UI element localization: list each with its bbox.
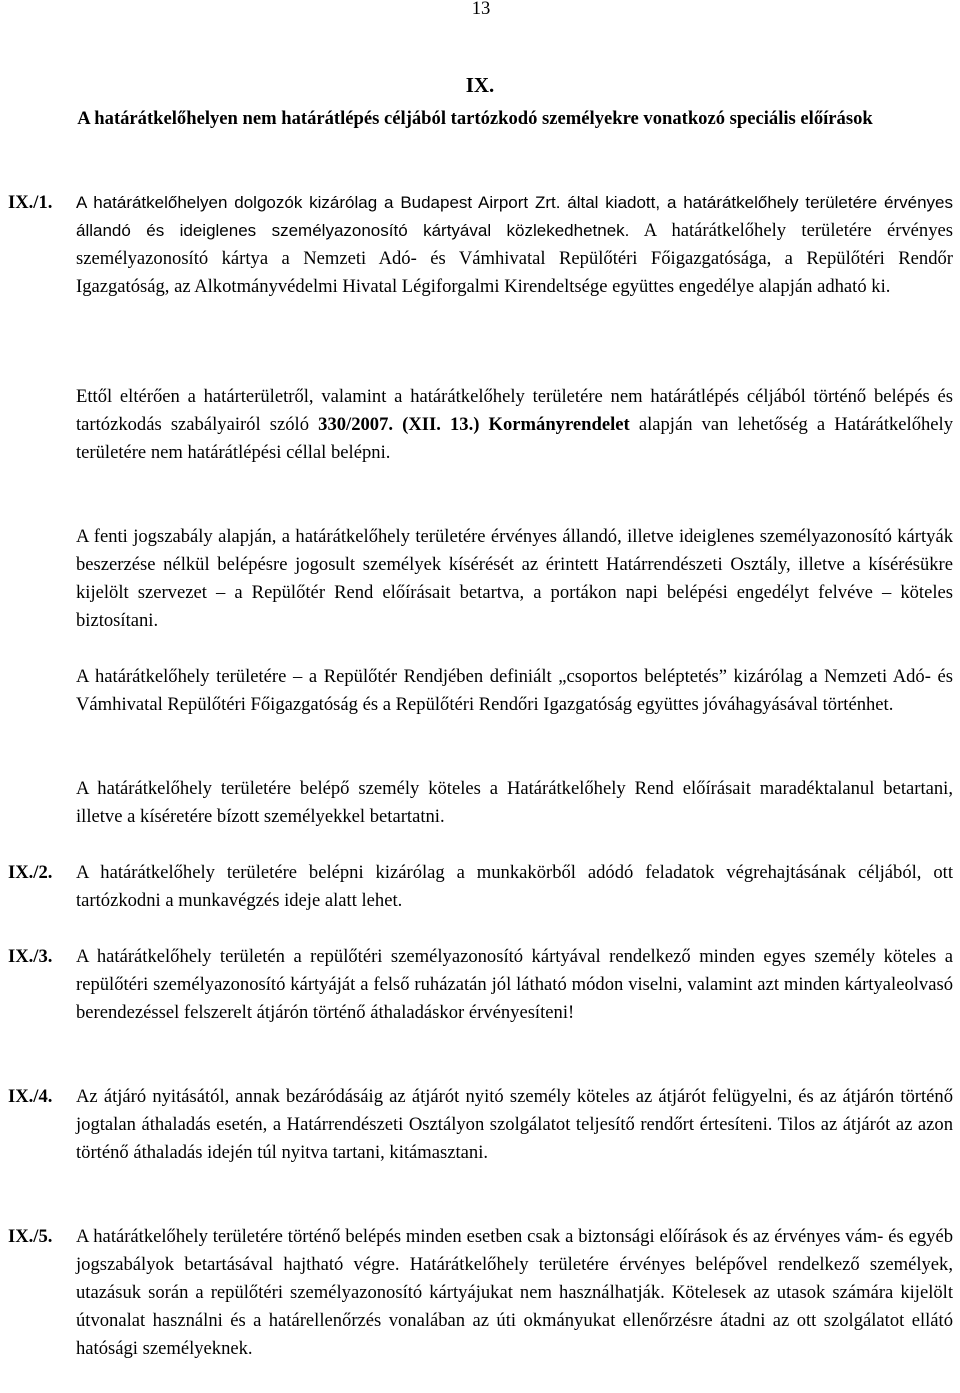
section-number-2: IX./2. [8, 862, 53, 883]
section-1-block-2 [76, 383, 953, 467]
section-1-paragraph-5: A határátkelőhely területére belépő személy köteles a Határátkelőhely Rend előírásait maradéktalanul betartani, illetve a kíséretére bízott személyekkel betartatni. [76, 778, 953, 827]
section-number-1: IX./1. [8, 192, 53, 213]
section-1-text-2: A határátkelőhely területére érvényes személyazonosító kártya a Nemzeti Adó- és Vámhivatal Repülőtéri Főigazgatósága, a Repülőtéri Rendőr Igazgatóság, az Alkotmányvédelmi Hivatal Légiforgalmi Kirendeltsége együttes engedélye alapján adható ki. [76, 220, 954, 297]
section-1-block [76, 189, 953, 301]
section-1-text-1: A határátkelőhelyen dolgozók kizárólag a Budapest Airport Zrt. által kiadott, a határátkelőhely területére érvényes állandó és ideiglenes személyazonosító kártyával közlekedhetnek. [76, 193, 953, 240]
section-number-4: IX./4. [8, 1086, 53, 1107]
section-1-paragraph-1 [76, 189, 953, 301]
section-4-text: Az átjáró nyitásától, annak bezáródásáig az átjárót nyitó személy köteles az átjárót felügyelni, és az átjárón történő jogtalan áthaladás esetén, a Határrendészeti Osztályon szolgálatot teljesítő rendőrt értesíteni. Tilos az átjárót az azon történő áthaladás idején túl nyitva tartani, kitámasztani. [76, 1086, 953, 1163]
section-1-text-4: alapján van lehetőség a Határátkelőhely területére nem határátlépési céllal belépni. [76, 414, 954, 463]
section-2-block [76, 859, 953, 915]
section-1-text-3: Ettől eltérően a határterületről, valamint a határátkelőhely területére nem határátlépés céljából történő belépés és tartózkodás szabályairól szóló [76, 386, 953, 435]
section-number-3: IX./3. [8, 946, 53, 967]
section-2-text: A határátkelőhely területére belépni kizárólag a munkakörből adódó feladatok végrehajtásának céljából, ott tartózkodni a munkavégzés ideje alatt lehet. [76, 862, 953, 911]
section-1-block-5 [76, 775, 953, 831]
section-3-block [76, 943, 953, 1027]
section-5-text: A határátkelőhely területére történő belépés minden esetben csak a biztonsági előírások és az érvényes vám- és egyéb jogszabályok betartásával hajtható végre. Határátkelőhely területére érvényes belépővel rendelkező személyek, utazásuk során a repülőtéri személyazonosító kártyájukat nem használhatják. Kötelesek az utasok számára kijelölt útvonalat használni és a határellenőrzés vonalában az úti okmányukat ellenőrzésre átadni az ott szolgálatot ellátó hatósági személyeknek. [76, 1226, 953, 1359]
section-1-block-3 [76, 523, 953, 635]
section-number-5: IX./5. [8, 1226, 53, 1247]
section-1-block-4 [76, 663, 953, 719]
section-4-block [76, 1083, 953, 1167]
page-number: 13 [471, 0, 491, 19]
section-1-paragraph-2 [76, 383, 953, 467]
section-1-decree-ref: 330/2007. (XII. 13.) Kormányrendelet [318, 414, 630, 435]
section-3-text: A határátkelőhely területén a repülőtéri személyazonosító kártyával rendelkező minden egyes személy köteles a repülőtéri személyazonosító kártyáját a felső ruházatán jól látható módon viselni, valamint azt minden kártyaleolvasó berendezéssel felszerelt átjárón történő áthaladáskor érvényesíteni! [76, 946, 953, 1023]
section-5-block [76, 1223, 953, 1363]
section-1-paragraph-3: A fenti jogszabály alapján, a határátkelőhely területére érvényes állandó, illetve ideiglenes személyazonosító kártyák beszerzése nélkül belépésre jogosult személyek kísérését az érintett Határrendészeti Osztály, illetve a kísérésükre kijelölt szervezet – a Repülőtér Rend előírásait betartva, a portákon napi belépési engedélyt felvéve – köteles biztosítani. [76, 526, 953, 631]
chapter-title: A határátkelőhelyen nem határátlépés céljából tartózkodó személyekre vonatkozó speciális előírások [77, 108, 873, 129]
section-1-paragraph-4: A határátkelőhely területére – a Repülőtér Rendjében definiált „csoportos beléptetés” kizárólag a Nemzeti Adó- és Vámhivatal Repülőtéri Főigazgatóság és a Repülőtéri Rendőri Igazgatóság együttes jóváhagyásával történhet. [76, 666, 953, 715]
chapter-number: IX. [465, 73, 495, 97]
